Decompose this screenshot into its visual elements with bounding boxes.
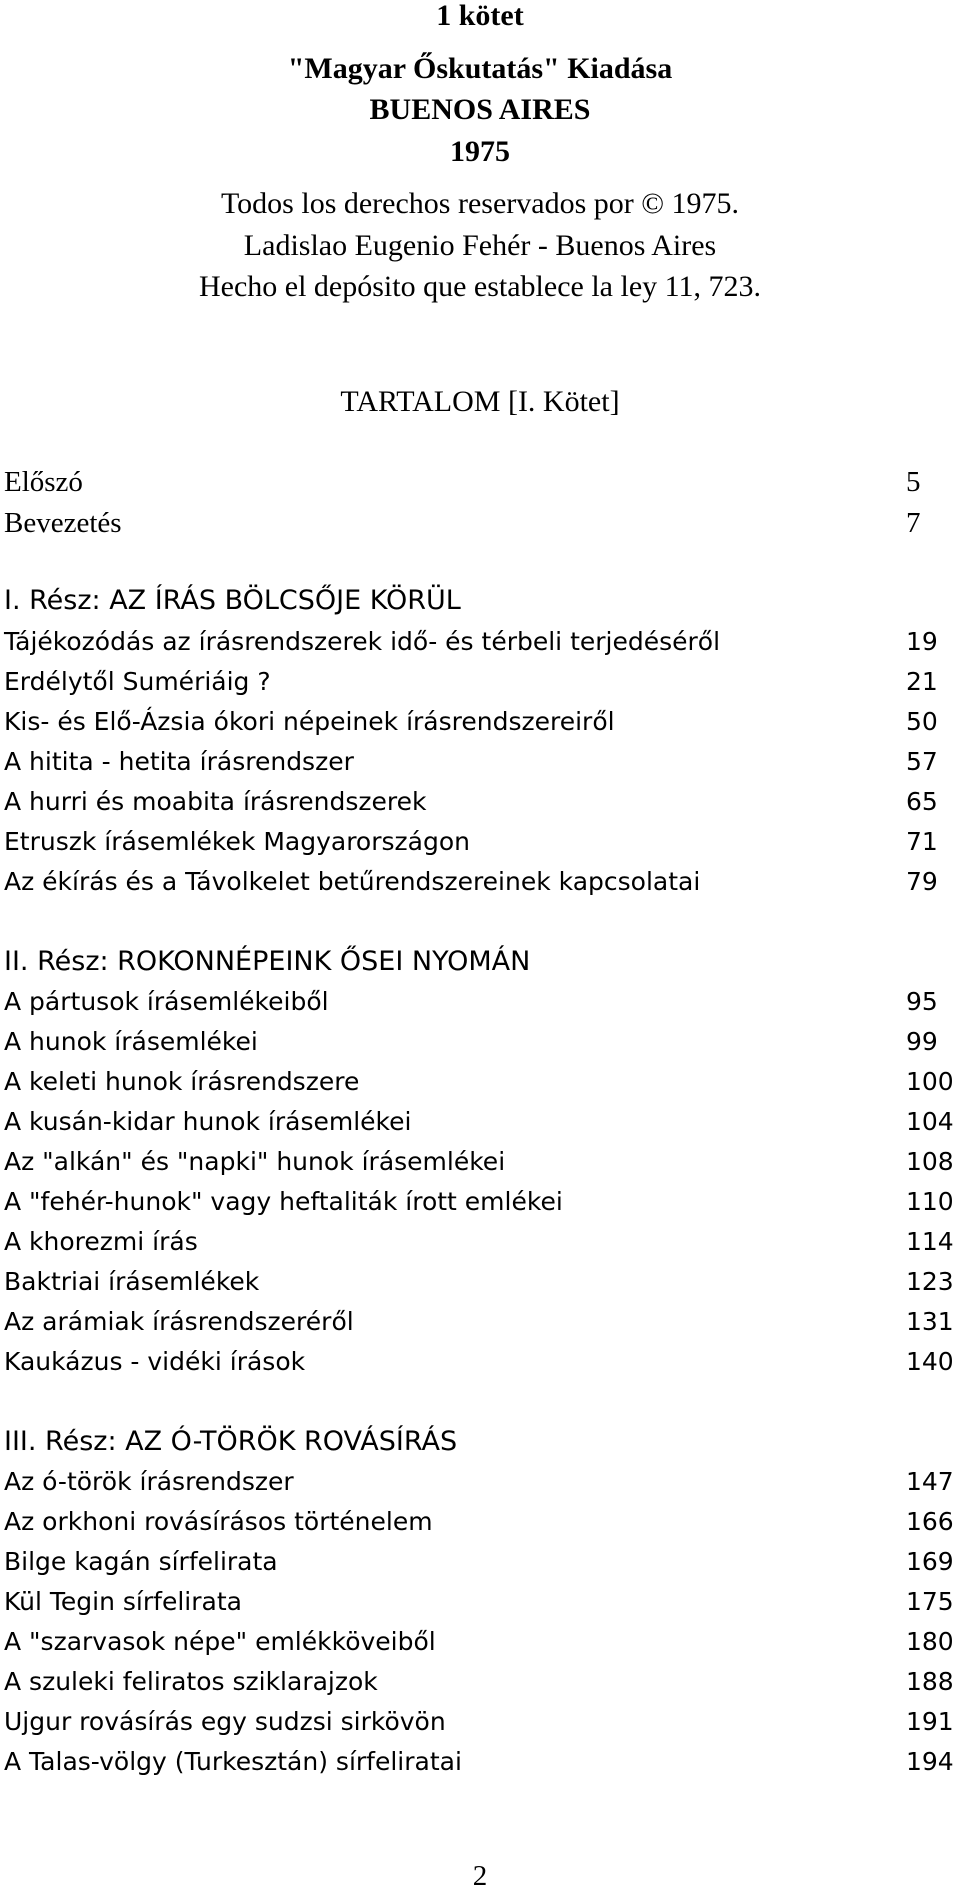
toc-entry-title: A hitita - hetita írásrendszer (4, 747, 354, 776)
toc-entry-title: Az ó-török írásrendszer (4, 1467, 294, 1496)
publisher-city: BUENOS AIRES (369, 93, 591, 126)
toc-entry-title: Baktriai írásemlékek (4, 1267, 260, 1296)
toc-entry (0, 1023, 960, 1061)
section-heading (0, 943, 960, 981)
toc-entry-page: 79 (906, 867, 938, 896)
toc-entry (0, 1463, 960, 1501)
toc-entry-title: Kaukázus - vidéki írások (4, 1347, 306, 1376)
toc-entry-title: Erdélytől Sumériáig ? (4, 667, 271, 696)
toc-entry-page: 131 (906, 1307, 954, 1336)
toc-entry (0, 1223, 960, 1261)
toc-entry-page: 169 (906, 1547, 954, 1576)
toc-entry-page: 50 (906, 707, 938, 736)
toc-entry-page: 180 (906, 1627, 954, 1656)
toc-entry-page: 194 (906, 1747, 954, 1776)
toc-entry-page: 95 (906, 987, 938, 1016)
toc-entry-title: A Talas-völgy (Turkesztán) sírfeliratai (4, 1747, 462, 1776)
toc-entry-title: A keleti hunok írásrendszere (4, 1067, 360, 1096)
toc-entry-title: Bevezetés (4, 507, 122, 539)
toc-entry-page: 65 (906, 787, 938, 816)
toc-entry (0, 1623, 960, 1661)
section-heading-text: I. Rész: AZ ÍRÁS BÖLCSŐJE KÖRÜL (4, 585, 461, 616)
copyright-line-1: Todos los derechos reservados por © 1975. (220, 187, 740, 220)
toc-entry-page: 147 (906, 1467, 954, 1496)
toc-title: TARTALOM [I. Kötet] (340, 385, 620, 418)
toc-entry-page: 166 (906, 1507, 954, 1536)
toc-entry (0, 1343, 960, 1381)
publication-year: 1975 (450, 135, 510, 168)
toc-entry (0, 783, 960, 821)
toc-entry-title: Etruszk írásemlékek Magyarországon (4, 827, 470, 856)
toc-entry-page: 175 (906, 1587, 954, 1616)
toc-entry-title: Az orkhoni rovásírásos történelem (4, 1507, 433, 1536)
toc-entry-page: 57 (906, 747, 938, 776)
publisher-name: "Magyar Őskutatás" Kiadása (287, 52, 673, 85)
toc-entry-title: A hurri és moabita írásrendszerek (4, 787, 427, 816)
toc-entry (0, 1583, 960, 1621)
page-number: 2 (472, 1860, 488, 1892)
toc-entry-page: 188 (906, 1667, 954, 1696)
toc-entry-title: Az arámiak írásrendszeréről (4, 1307, 354, 1336)
section-heading (0, 582, 960, 620)
toc-entry (0, 1143, 960, 1181)
toc-entry (0, 743, 960, 781)
toc-entry (0, 623, 960, 661)
toc-entry (0, 1543, 960, 1581)
toc-entry-page: 104 (906, 1107, 954, 1136)
toc-entry-title: Előszó (4, 466, 83, 498)
toc-entry-title: A kusán-kidar hunok írásemlékei (4, 1107, 412, 1136)
toc-entry-title: Az "alkán" és "napki" hunok írásemlékei (4, 1147, 506, 1176)
toc-entry (0, 1743, 960, 1781)
section-heading-text: III. Rész: AZ Ó-TÖRÖK ROVÁSÍRÁS (4, 1426, 458, 1457)
copyright-line-2: Ladislao Eugenio Fehér - Buenos Aires (243, 229, 717, 262)
toc-entry (0, 1503, 960, 1541)
toc-entry (0, 1663, 960, 1701)
toc-entry (0, 823, 960, 861)
toc-entry (0, 703, 960, 741)
toc-entry-page: 114 (906, 1227, 954, 1256)
toc-entry-page: 191 (906, 1707, 954, 1736)
toc-entry (0, 1063, 960, 1101)
toc-entry-title: Kül Tegin sírfelirata (4, 1587, 242, 1616)
toc-entry-page: 71 (906, 827, 938, 856)
section-heading (0, 1423, 960, 1461)
toc-entry-title: A szuleki feliratos sziklarajzok (4, 1667, 378, 1696)
toc-entry-page: 108 (906, 1147, 954, 1176)
toc-entry-page: 110 (906, 1187, 954, 1216)
toc-entry (0, 663, 960, 701)
toc-entry (0, 1183, 960, 1221)
toc-entry-title: Tájékozódás az írásrendszerek idő- és térbeli terjedéséről (4, 627, 721, 656)
toc-entry-title: A hunok írásemlékei (4, 1027, 258, 1056)
toc-entry-title: A "szarvasok népe" emlékköveiből (4, 1627, 436, 1656)
toc-entry (0, 1263, 960, 1301)
toc-entry (0, 504, 960, 542)
copyright-line-3: Hecho el depósito que establece la ley 11, 723. (198, 270, 762, 303)
section-heading-text: II. Rész: ROKONNÉPEINK ŐSEI NYOMÁN (4, 946, 531, 977)
toc-entry (0, 1703, 960, 1741)
toc-entry-page: 5 (906, 466, 921, 498)
toc-entry (0, 463, 960, 501)
toc-entry-title: A khorezmi írás (4, 1227, 198, 1256)
toc-entry (0, 1303, 960, 1341)
toc-entry-title: A "fehér-hunok" vagy heftaliták írott emlékei (4, 1187, 563, 1216)
toc-entry-title: Bilge kagán sírfelirata (4, 1547, 278, 1576)
toc-entry (0, 863, 960, 901)
toc-entry-title: A pártusok írásemlékeiből (4, 987, 329, 1016)
toc-entry-page: 123 (906, 1267, 954, 1296)
toc-entry-page: 21 (906, 667, 938, 696)
toc-entry-page: 7 (906, 507, 921, 539)
toc-entry-page: 99 (906, 1027, 938, 1056)
toc-entry (0, 983, 960, 1021)
volume-label: 1 kötet (436, 0, 524, 32)
toc-entry-title: Ujgur rovásírás egy sudzsi sirkövön (4, 1707, 446, 1736)
toc-entry-title: Az ékírás és a Távolkelet betűrendszereinek kapcsolatai (4, 867, 701, 896)
toc-entry (0, 1103, 960, 1141)
toc-entry-page: 100 (906, 1067, 954, 1096)
toc-entry-page: 140 (906, 1347, 954, 1376)
toc-entry-title: Kis- és Elő-Ázsia ókori népeinek írásrendszereiről (4, 707, 615, 736)
toc-entry-page: 19 (906, 627, 938, 656)
